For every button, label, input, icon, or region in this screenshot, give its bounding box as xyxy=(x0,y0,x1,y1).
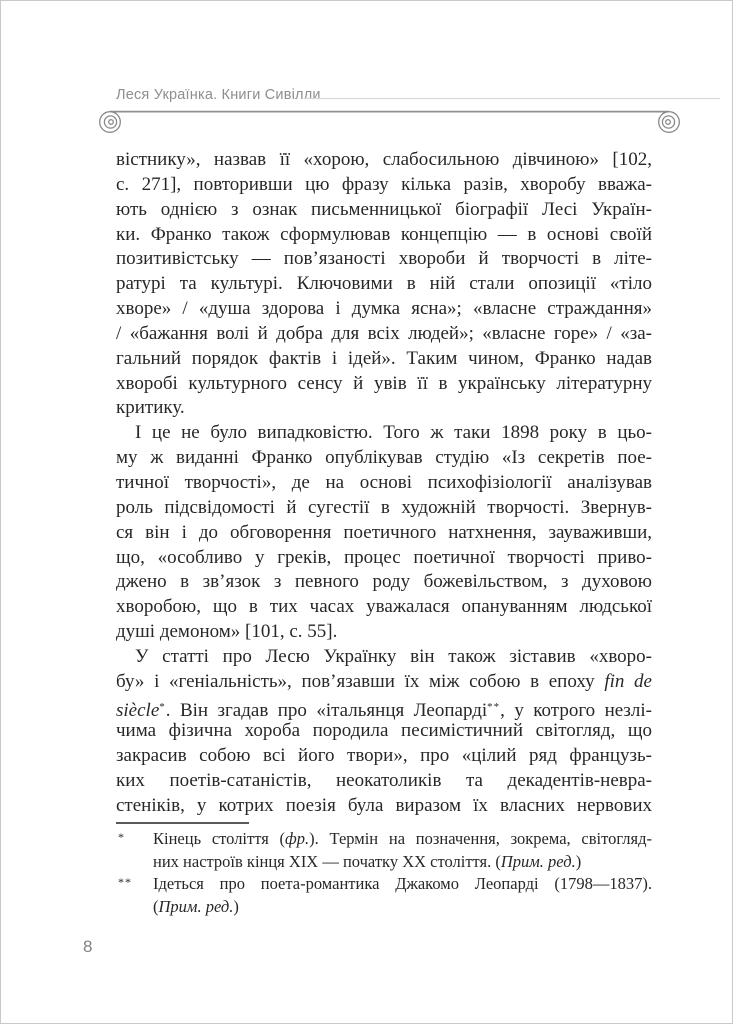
text-line xyxy=(116,695,652,720)
text-segment: хворобою, що в тих часах уважалася опануванням людської xyxy=(116,596,652,618)
text-line xyxy=(116,744,652,769)
text-line xyxy=(116,272,652,297)
text-line xyxy=(116,396,652,421)
paragraph xyxy=(116,421,652,645)
text-segment: закрасив собою всі його твори», про «цілий ряд французь- xyxy=(116,745,652,767)
text-segment: ратурі та культурі. Ключовими в ній стали опозиції «тіло xyxy=(116,273,652,295)
footnote-marker: * xyxy=(118,830,125,844)
text-line xyxy=(116,496,652,521)
text-segment: У статті про Лесю Українку він також зіставив «хворо- xyxy=(135,645,652,667)
text-segment: чима фізична хороба породила песимістичний світогляд, що xyxy=(116,720,652,742)
text-segment: Кінець століття ( xyxy=(153,829,286,848)
text-line xyxy=(116,372,652,397)
text-segment: ють однією з ознак письменницької біографії Лесі Україн- xyxy=(116,198,652,220)
footnotes-block xyxy=(116,828,652,918)
text-segment: . Він згадав про «італьянця Леопарді xyxy=(165,699,488,721)
text-segment: гальний порядок фактів і ідей». Таким чином, Франко надав xyxy=(116,347,652,369)
italic-segment: Прим. ред. xyxy=(158,896,234,916)
text-line xyxy=(116,670,652,695)
text-line xyxy=(116,322,652,347)
text-line xyxy=(116,570,652,595)
footnote-marker: ** xyxy=(118,875,132,890)
text-segment: тичної творчості», де на основі психофізіології аналізував xyxy=(116,471,652,493)
text-line xyxy=(116,148,652,173)
text-segment: , у котрого незлі- xyxy=(500,699,653,721)
footnote xyxy=(116,828,652,873)
footnote xyxy=(116,873,652,918)
paragraph xyxy=(116,645,652,819)
text-line-footnote xyxy=(153,873,652,896)
text-segment: що, «особливо у греків, процес поетичної творчості приво- xyxy=(116,546,652,568)
text-line xyxy=(116,521,652,546)
text-segment: му ж виданні Франко опублікував студію «Із секретів пое- xyxy=(116,447,652,469)
text-segment: ). Термін на позначення, зокрема, світогляд- xyxy=(309,829,652,848)
footnote-separator xyxy=(116,822,249,824)
text-segment: критику. xyxy=(116,397,185,419)
italic-segment: fin de xyxy=(604,670,652,692)
text-segment: роль підсвідомості й сугестії в художній творчості. Звернув- xyxy=(116,496,652,518)
text-line xyxy=(116,198,652,223)
italic-segment: siècle xyxy=(116,699,160,721)
text-line xyxy=(116,471,652,496)
text-segment: ) xyxy=(233,896,239,916)
text-segment: хворобі культурного сенсу й увів її в українську літературну xyxy=(116,372,652,394)
text-line xyxy=(116,620,652,645)
text-segment: душі демоном» [101, с. 55]. xyxy=(116,621,338,643)
text-line xyxy=(116,446,652,471)
text-segment: джено в зв’язок з певного роду божевільством, з духовою xyxy=(116,571,652,593)
text-segment: ки. Франко також сформулював концепцію — в основі своїй xyxy=(116,223,652,245)
text-line-footnote xyxy=(153,896,652,919)
text-line xyxy=(116,719,652,744)
footnote-reference-marker: * xyxy=(159,700,166,713)
text-line xyxy=(116,347,652,372)
text-line xyxy=(116,595,652,620)
text-line xyxy=(116,769,652,794)
text-segment: ся він і до обговорення поетичного натхнення, зауваживши, xyxy=(116,521,652,543)
running-head-title: Леся Українка. Книги Сивілли xyxy=(116,87,321,103)
page-number: 8 xyxy=(83,937,93,956)
text-line xyxy=(116,297,652,322)
spiral-ornament-left xyxy=(100,112,121,133)
text-segment: / «бажання волі й добра для всіх людей»; «власне горе» / «за- xyxy=(116,322,652,344)
text-line xyxy=(116,223,652,248)
paragraph xyxy=(116,148,652,421)
text-line xyxy=(116,421,652,446)
text-line xyxy=(116,794,652,819)
text-segment: ( xyxy=(153,896,159,916)
text-block xyxy=(116,148,652,819)
text-segment: ких поетів-сатаністів, неокатоликів та декадентів-невра- xyxy=(116,770,652,792)
text-line xyxy=(116,546,652,571)
text-line-footnote xyxy=(153,828,652,851)
text-segment: Ідеться про поета-романтика Джакомо Леопарді (1798—1837). xyxy=(153,874,652,894)
text-segment: бу» і «геніальність», пов’язавши їх між собою в епоху xyxy=(116,670,605,692)
header-ornament xyxy=(1,1,733,141)
footnote-reference-marker: ** xyxy=(487,700,501,713)
text-segment: І це не було випадковістю. Того ж таки 1898 року в цьо- xyxy=(135,422,652,444)
text-line xyxy=(116,645,652,670)
spiral-ornament-right xyxy=(659,112,680,133)
text-segment: ) xyxy=(575,851,582,871)
text-segment: них настроїв кінця XIX — початку XX століття. ( xyxy=(153,851,501,871)
text-segment: вістнику», назвав її «хорою, слабосильною дівчиною» [102, xyxy=(116,149,652,170)
text-line xyxy=(116,247,652,272)
text-line-footnote xyxy=(153,851,652,874)
italic-segment: фр. xyxy=(285,829,310,848)
text-segment: хворе» / «душа здорова і думка ясна»; «власне страждання» xyxy=(116,298,652,320)
text-segment: позитивістську — пов’язаності хвороби й творчості в літе- xyxy=(116,248,652,270)
text-segment: с. 271], повторивши цю фразу кілька разів, хворобу вважа- xyxy=(116,173,652,195)
text-segment: стеніків, у котрих поезія була виразом їх власних нервових xyxy=(116,794,652,816)
text-line xyxy=(116,173,652,198)
italic-segment: Прим. ред. xyxy=(500,851,576,871)
